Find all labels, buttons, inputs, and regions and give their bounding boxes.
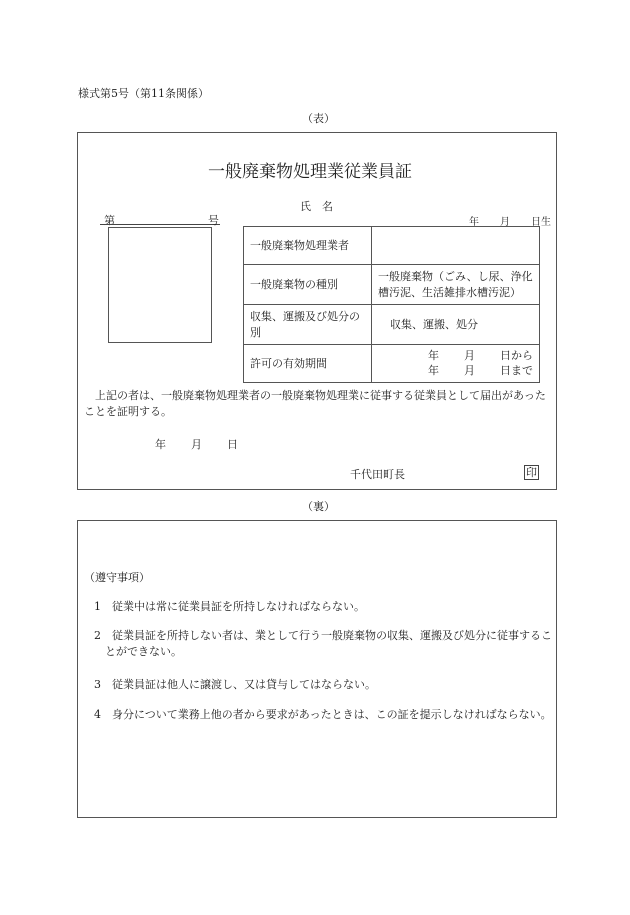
- number-underline: [100, 224, 220, 225]
- table-row: [244, 305, 540, 345]
- issue-year: 年: [155, 438, 166, 451]
- rules-heading: （遵守事項）: [84, 571, 150, 584]
- row-label-business-type: 収集、運搬及び処分の別: [244, 305, 372, 345]
- table-row: [244, 345, 540, 383]
- back-card: [77, 520, 557, 818]
- permit-from-month: 月: [464, 348, 475, 362]
- number-suffix: 号: [208, 214, 219, 227]
- issue-month: 月: [191, 438, 202, 451]
- table-row: [244, 265, 540, 305]
- rule-item-3: 3 従業員証は他人に譲渡し、又は貸与してはならない。: [94, 678, 376, 691]
- issuer-name: 千代田町長: [350, 468, 405, 481]
- row-label-operator: 一般廃棄物処理業者: [244, 227, 372, 265]
- birth-day: 日生: [531, 217, 551, 228]
- form-number: 様式第5号（第11条関係）: [78, 87, 209, 100]
- info-table: [243, 226, 540, 383]
- row-label-permit: 許可の有効期間: [244, 345, 372, 383]
- issue-day: 日: [227, 438, 238, 451]
- permit-until-day: 日まで: [500, 363, 533, 377]
- page-title: 一般廃棄物処理業従業員証: [208, 162, 412, 182]
- row-value-waste-type: 一般廃棄物（ごみ、し尿、浄化槽汚泥、生活雑排水槽汚泥）: [372, 265, 540, 305]
- rule-item-4: 4 身分について業務上他の者から要求があったときは、この証を提示しなければならない。: [94, 708, 552, 721]
- permit-from-day: 日から: [500, 348, 533, 362]
- name-label: 氏 名: [300, 200, 333, 213]
- row-value-permit: [372, 345, 540, 383]
- rule-item-2: 2 従業員証を所持しない者は、業として行う一般廃棄物の収集、運搬及び処分に従事することができない。: [94, 629, 552, 658]
- back-label: （裏）: [302, 500, 335, 513]
- row-label-waste-type: 一般廃棄物の種別: [244, 265, 372, 305]
- number-prefix: 第: [104, 214, 115, 227]
- permit-until-month: 月: [464, 363, 475, 377]
- certification-text: 上記の者は、一般廃棄物処理業者の一般廃棄物処理業に従事する従業員として届出があったことを証明する。: [84, 389, 546, 418]
- birth-year: 年: [469, 217, 479, 228]
- row-value-business-type: 収集、運搬、処分: [372, 305, 540, 345]
- table-row: [244, 227, 540, 265]
- row-value-operator: [372, 227, 540, 265]
- permit-from-year: 年: [428, 348, 439, 362]
- photo-frame: [108, 227, 212, 343]
- front-label: （表）: [302, 112, 335, 125]
- rule-item-1: 1 従業中は常に従業員証を所持しなければならない。: [94, 600, 365, 613]
- birth-month: 月: [500, 217, 510, 228]
- permit-until-year: 年: [428, 363, 439, 377]
- seal-box: 印: [526, 466, 537, 479]
